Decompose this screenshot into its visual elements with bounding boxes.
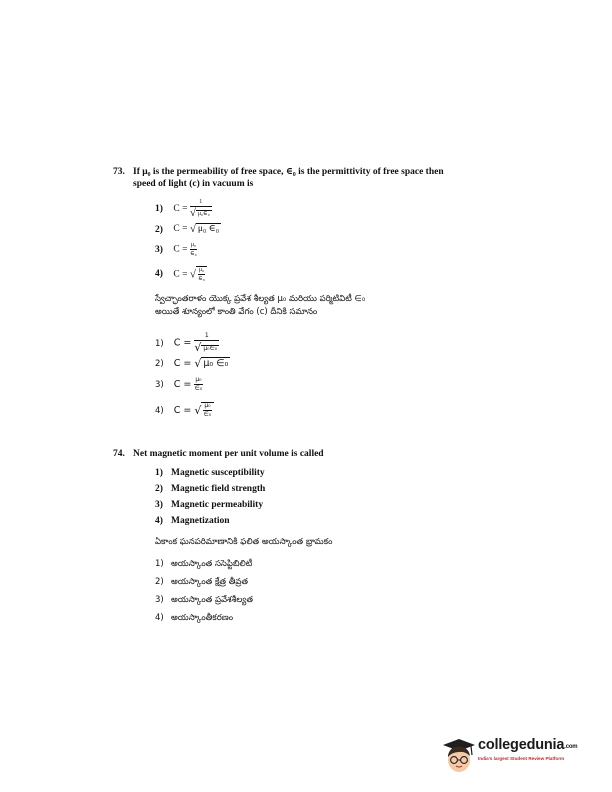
question-text: Net magnetic moment per unit volume is called xyxy=(133,449,324,459)
formula: C = $\frac{1}{\text{√ μ₀∈₀}}$ xyxy=(173,332,218,354)
logo-wordmark: collegedunia.com xyxy=(478,737,578,753)
formula: C = √ μ₀ ∈₀ xyxy=(173,223,219,235)
option-3-telugu: 3) C = $\frac{\text{μ₀}}{\text{∈₀}}$ xyxy=(155,376,203,392)
formula: C = $\frac{1}{\text{√ μ₀∈₀}}$ xyxy=(173,199,210,219)
option-3: 3) Magnetic permeability xyxy=(155,500,264,510)
option-1-telugu: 1) అయస్కాంత ససెప్టిబిలిటీ xyxy=(155,559,253,569)
question-text-telugu: ఏకాంక ఘనపరిమాణానికి ఫలిత అయస్కాంత భ్రామకం xyxy=(155,537,333,547)
logo-tagline: India's largest Student Review Platform xyxy=(478,756,565,761)
option-4: 4) C = √ $\frac{\text{μ₀}}{\text{∈₀}}$ xyxy=(155,266,207,282)
option-2-telugu: 2) C = √ μ₀ ∈₀ xyxy=(155,357,229,370)
option-1: 1) Magnetic susceptibility xyxy=(155,468,265,478)
option-4-telugu: 4) అయస్కాంతీకరణం xyxy=(155,613,234,623)
option-1: 1) C = $\frac{1}{\text{√ μ₀∈₀}}$ xyxy=(155,199,210,219)
formula: C = √ μ₀ ∈₀ xyxy=(173,357,229,370)
question-text-line: speed of light (c) in vacuum is xyxy=(133,178,254,189)
question-text-telugu: స్వేచ్ఛాంతరాళం యొక్క ప్రవేశ శీల్యత μ₀ మరియు పర్మిటివిటీ ∈₀ అయితే శూన్యంలో కాంతి వేగం (c) దీనికి సమానం xyxy=(155,294,366,317)
question-number: 74. xyxy=(113,449,125,459)
formula: C = $\frac{\text{μ₀}}{\text{∈₀}}$ xyxy=(173,376,203,392)
question-74 xyxy=(113,449,513,623)
option-4-telugu: 4) C = √ $\frac{\text{μ₀}}{\text{∈₀}}$ xyxy=(155,402,214,418)
option-2-telugu: 2) అయస్కాంత క్షేత్ర తీవ్రత xyxy=(155,577,249,587)
option-1-telugu: 1) C = $\frac{1}{\text{√ μ₀∈₀}}$ xyxy=(155,332,218,354)
question-text xyxy=(133,167,513,191)
option-2: 2) C = √ μ₀ ∈₀ xyxy=(155,223,219,236)
option-4: 4) Magnetization xyxy=(155,516,230,526)
option-2: 2) Magnetic field strength xyxy=(155,484,266,494)
formula: C = $\frac{\text{μ₀}}{\text{∈₀}}$ xyxy=(173,242,197,257)
option-3: 3) C = $\frac{\text{μ₀}}{\text{∈₀}}$ xyxy=(155,242,197,257)
question-text-line: If μ₀ is the permeability of free space, ∈₀ is the permittivity of free space then xyxy=(133,167,444,177)
formula: C = √ $\frac{\text{μ₀}}{\text{∈₀}}$ xyxy=(174,402,214,418)
option-3-telugu: 3) అయస్కాంత ప్రవేశశీల్యత xyxy=(155,595,253,605)
question-73 xyxy=(113,167,513,418)
formula: C = √ $\frac{\text{μ₀}}{\text{∈₀}}$ xyxy=(173,266,207,282)
question-number: 73. xyxy=(113,167,125,177)
